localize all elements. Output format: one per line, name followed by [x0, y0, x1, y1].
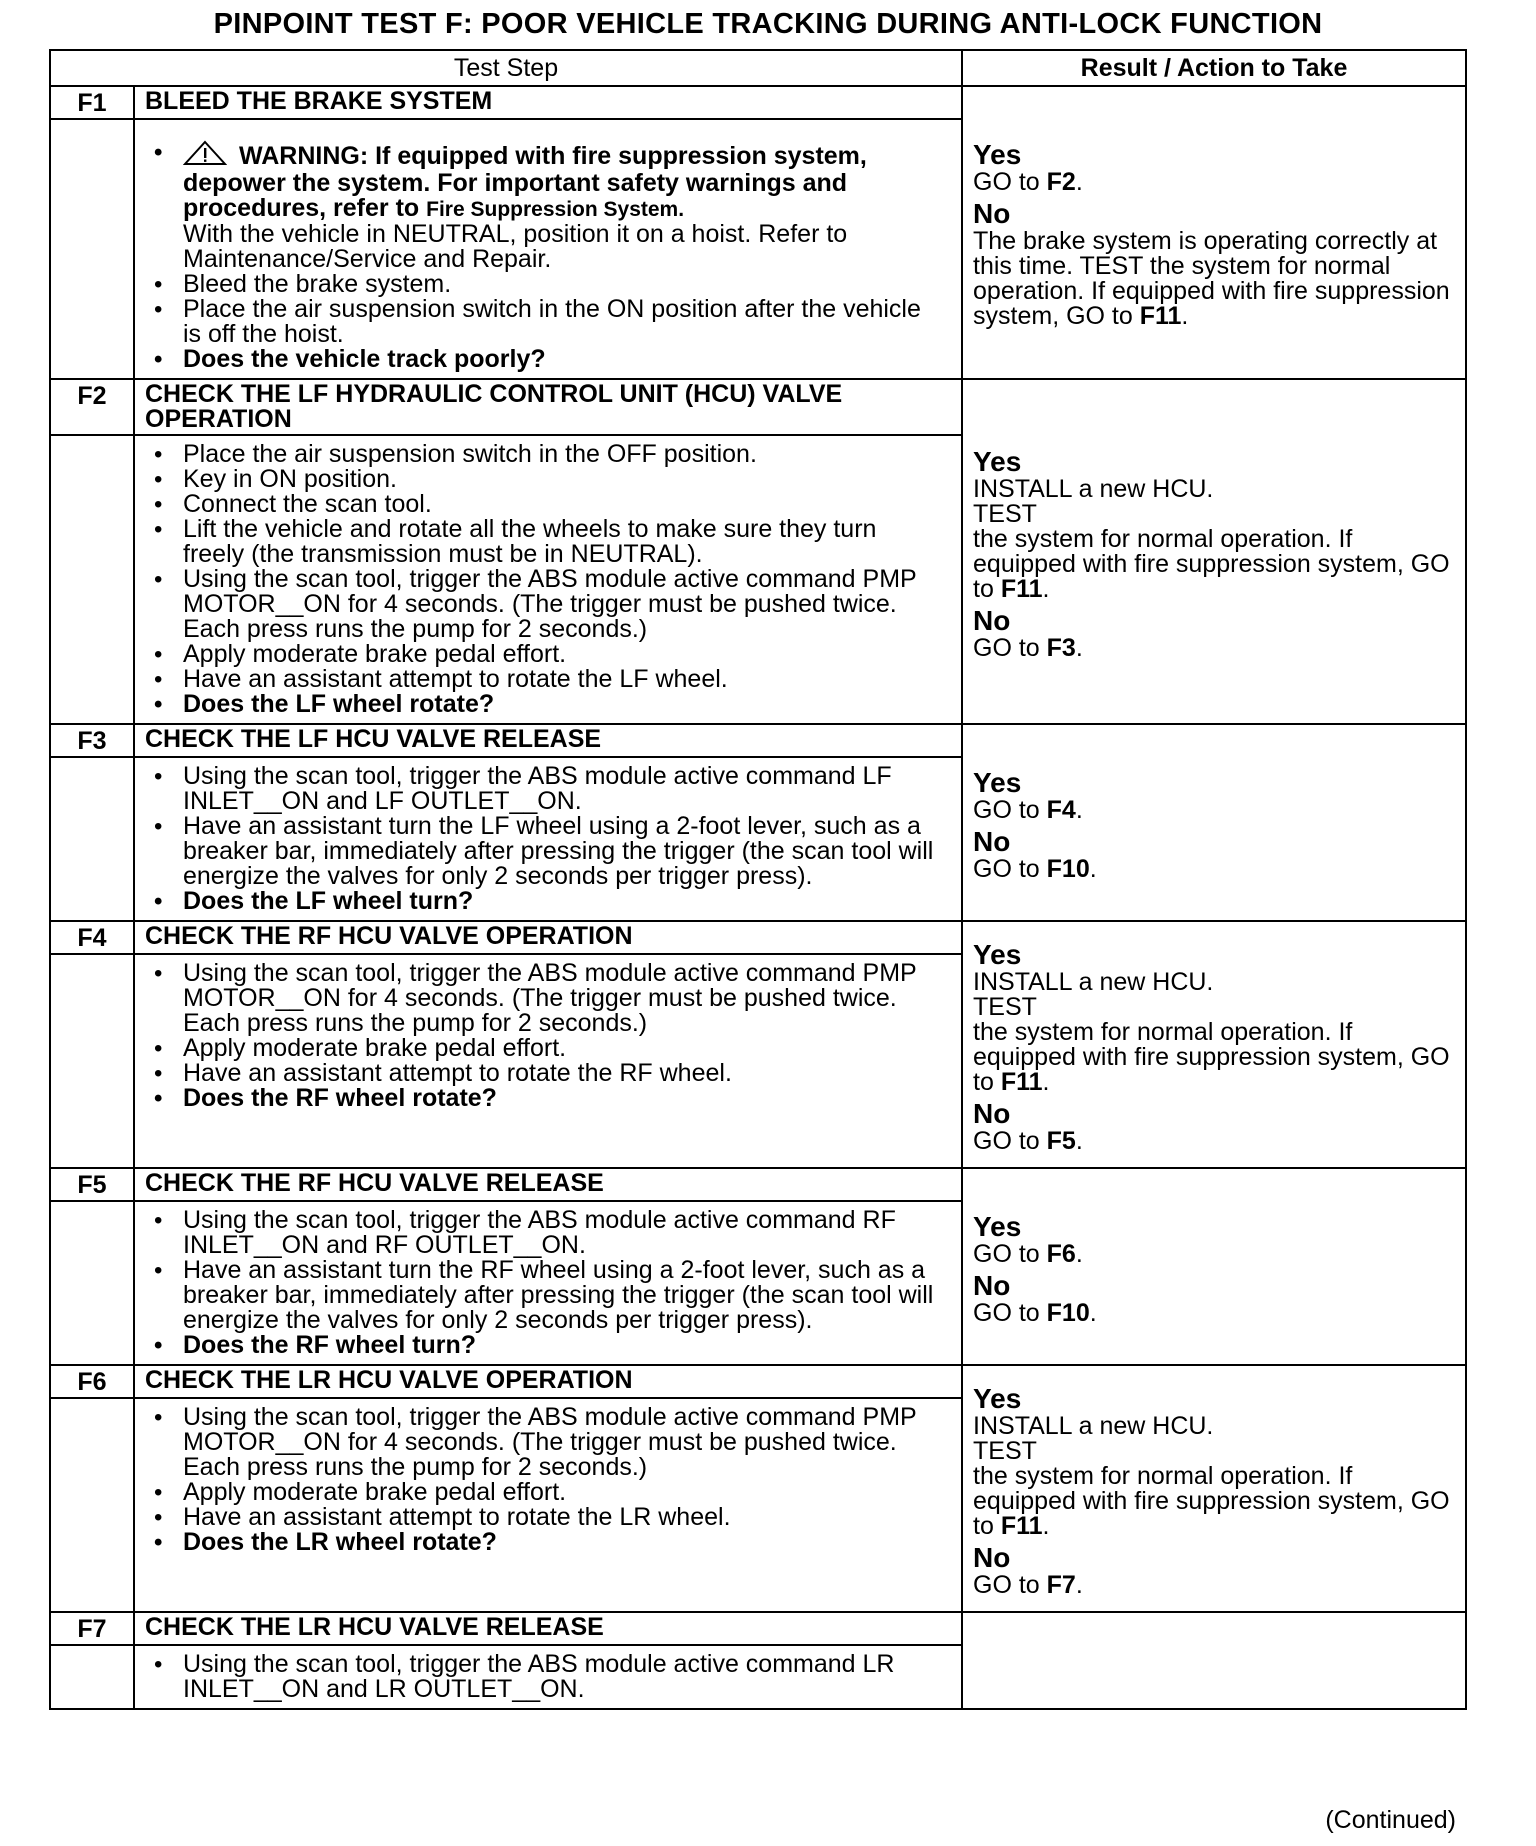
- step-body: [134, 954, 962, 1168]
- step-question: • Does the RF wheel turn?: [145, 1333, 941, 1358]
- step-result: [962, 1612, 1466, 1709]
- no-ref: F10: [1046, 1298, 1090, 1327]
- step-bullet: • Using the scan tool, trigger the ABS module active command PMP MOTOR__ON for 4 seconds. (The trigger must be pushed twice. Each press runs the pump for 2 seconds.): [145, 567, 941, 642]
- step-question: • Does the LF wheel turn?: [145, 889, 941, 914]
- yes-ref: F11: [1000, 1067, 1043, 1096]
- header-test-step: Test Step: [50, 50, 962, 86]
- step-bullet: • Lift the vehicle and rotate all the wheels to make sure they turn freely (the transmission must be in NEUTRAL).: [145, 517, 941, 567]
- step-id-spacer: [50, 1645, 134, 1709]
- yes-line1: INSTALL a new HCU.: [973, 1411, 1214, 1440]
- no-label: No: [973, 1097, 1011, 1129]
- step-id: F1: [50, 86, 134, 119]
- step-body: [134, 435, 962, 724]
- yes-ref: F4: [1046, 795, 1076, 824]
- yes-label: Yes: [973, 1382, 1022, 1414]
- yes-text: GO to: [973, 1239, 1047, 1268]
- yes-line2: TEST: [973, 992, 1037, 1021]
- step-bullet: • Using the scan tool, trigger the ABS module active command LF INLET__ON and LF OUTLET__ON.: [145, 764, 941, 814]
- yes-line2: TEST: [973, 1436, 1037, 1465]
- no-text: GO to: [973, 633, 1047, 662]
- step-bullet: • Using the scan tool, trigger the ABS module active command LR INLET__ON and LR OUTLET__ON.: [145, 1652, 941, 1702]
- no-label: No: [973, 604, 1011, 636]
- yes-text: the system for normal operation. If equipped with fire suppression system, GO to: [973, 1461, 1450, 1540]
- pinpoint-test-table: [49, 49, 1467, 1710]
- step-f7-heading-row: [50, 1612, 1466, 1645]
- step-id: F3: [50, 724, 134, 757]
- page-title: PINPOINT TEST F: POOR VEHICLE TRACKING DURING ANTI-LOCK FUNCTION: [213, 8, 1323, 40]
- step-result: Yes INSTALL a new HCU. TEST the system for normal operation. If equipped with fire suppression system, GO to F11. No GO to F5.: [962, 921, 1466, 1168]
- no-ref: F3: [1046, 633, 1076, 662]
- step-body: [134, 757, 962, 921]
- step-result: Yes INSTALL a new HCU. TEST the system for normal operation. If equipped with fire suppression system, GO to F11. No GO to F3.: [962, 379, 1466, 724]
- yes-line2: TEST: [973, 499, 1037, 528]
- no-text: GO to: [973, 854, 1047, 883]
- step-f2-heading-row: [50, 379, 1466, 435]
- step-result: Yes GO to F4. No GO to F10.: [962, 724, 1466, 921]
- yes-label: Yes: [973, 1210, 1022, 1242]
- step-id: F7: [50, 1612, 134, 1645]
- yes-text: the system for normal operation. If equipped with fire suppression system, GO to: [973, 524, 1450, 603]
- step-bullet: • Using the scan tool, trigger the ABS module active command RF INLET__ON and RF OUTLET__ON.: [145, 1208, 941, 1258]
- step-id-spacer: [50, 435, 134, 724]
- step-bullet: • Have an assistant attempt to rotate the LR wheel.: [145, 1505, 941, 1530]
- step-result: Yes GO to F6. No GO to F10.: [962, 1168, 1466, 1365]
- step-bullet: • Connect the scan tool.: [145, 492, 941, 517]
- warning-text: WARNING: If equipped with fire suppression system, depower the system. For important safety warnings and procedures, refer to: [183, 142, 867, 222]
- no-ref: F5: [1046, 1126, 1076, 1155]
- step-bullet: • Apply moderate brake pedal effort.: [145, 1480, 941, 1505]
- step-f5-heading-row: [50, 1168, 1466, 1201]
- no-ref: F10: [1046, 854, 1090, 883]
- step-question: • Does the LR wheel rotate?: [145, 1530, 941, 1555]
- step-heading: CHECK THE LR HCU VALVE OPERATION: [134, 1365, 962, 1398]
- yes-ref: F2: [1046, 168, 1076, 196]
- step-id-spacer: [50, 757, 134, 921]
- step-body: [134, 1398, 962, 1612]
- header-result: Result / Action to Take: [962, 50, 1466, 86]
- step-body: [134, 119, 962, 379]
- step-bullet: • Have an assistant attempt to rotate the RF wheel.: [145, 1061, 941, 1086]
- continued-label: (Continued): [1325, 1806, 1456, 1834]
- no-text: GO to: [973, 1298, 1047, 1327]
- no-text: GO to: [973, 1570, 1047, 1599]
- warning-ref: Fire Suppression System.: [426, 198, 685, 221]
- no-text: GO to: [973, 1126, 1047, 1155]
- step-f1-heading-row: [50, 86, 1466, 119]
- step-bullet: • Key in ON position.: [145, 467, 941, 492]
- step-bullet: • Using the scan tool, trigger the ABS module active command PMP MOTOR__ON for 4 seconds. (The trigger must be pushed twice. Each press runs the pump for 2 seconds.): [145, 961, 941, 1036]
- no-ref: F7: [1046, 1570, 1076, 1599]
- step-heading: CHECK THE LF HYDRAULIC CONTROL UNIT (HCU) VALVE OPERATION: [134, 379, 962, 435]
- step-heading: CHECK THE RF HCU VALVE OPERATION: [134, 921, 962, 954]
- step-body: [134, 1645, 962, 1709]
- step-note: With the vehicle in NEUTRAL, position it on a hoist. Refer to Maintenance/Service and Repair.: [183, 220, 848, 273]
- step-f3-heading-row: [50, 724, 1466, 757]
- step-bullet: • Have an assistant turn the RF wheel using a 2-foot lever, such as a breaker bar, immediately after pressing the trigger (the scan tool will energize the valves for only 2 seconds per trigger press).: [145, 1258, 941, 1333]
- yes-text: GO to: [973, 168, 1047, 196]
- step-bullet: • Apply moderate brake pedal effort.: [145, 1036, 941, 1061]
- yes-ref: F11: [1000, 1511, 1043, 1540]
- yes-label: Yes: [973, 445, 1022, 477]
- step-id: F2: [50, 379, 134, 435]
- step-id: F5: [50, 1168, 134, 1201]
- warning-bullet: [145, 140, 941, 222]
- yes-label: Yes: [973, 139, 1022, 170]
- no-ref: F11: [1139, 302, 1182, 330]
- step-bullet: • Using the scan tool, trigger the ABS module active command PMP MOTOR__ON for 4 seconds. (The trigger must be pushed twice. Each press runs the pump for 2 seconds.): [145, 1405, 941, 1480]
- step-bullet: • Have an assistant turn the LF wheel using a 2-foot lever, such as a breaker bar, immediately after pressing the trigger (the scan tool will energize the valves for only 2 seconds per trigger press).: [145, 814, 941, 889]
- step-question: • Does the LF wheel rotate?: [145, 692, 941, 717]
- step-heading: CHECK THE RF HCU VALVE RELEASE: [134, 1168, 962, 1201]
- step-result: Yes GO to F2. No The brake system is operating correctly at this time. TEST the system for normal operation. If equipped with fire suppression system, GO to F11.: [962, 86, 1466, 379]
- no-label: No: [973, 198, 1011, 229]
- step-bullet: • Have an assistant attempt to rotate the LF wheel.: [145, 667, 941, 692]
- yes-text: the system for normal operation. If equipped with fire suppression system, GO to: [973, 1017, 1450, 1096]
- step-id-spacer: [50, 119, 134, 379]
- step-heading: CHECK THE LR HCU VALVE RELEASE: [134, 1612, 962, 1645]
- yes-line1: INSTALL a new HCU.: [973, 967, 1214, 996]
- step-id-spacer: [50, 1398, 134, 1612]
- step-id-spacer: [50, 954, 134, 1168]
- no-label: No: [973, 825, 1011, 857]
- step-f6-heading-row: [50, 1365, 1466, 1398]
- no-text: The brake system is operating correctly at this time. TEST the system for normal operation. If equipped with fire suppression system, GO to: [973, 227, 1450, 330]
- step-bullet: • Apply moderate brake pedal effort.: [145, 642, 941, 667]
- step-heading: CHECK THE LF HCU VALVE RELEASE: [134, 724, 962, 757]
- step-question: • Does the vehicle track poorly?: [145, 347, 941, 372]
- step-result: Yes INSTALL a new HCU. TEST the system for normal operation. If equipped with fire suppression system, GO to F11. No GO to F7.: [962, 1365, 1466, 1612]
- yes-text: GO to: [973, 795, 1047, 824]
- yes-line1: INSTALL a new HCU.: [973, 474, 1214, 503]
- yes-ref: F11: [1000, 574, 1043, 603]
- step-bullet: • Place the air suspension switch in the ON position after the vehicle is off the hoist.: [145, 297, 941, 347]
- step-f4-heading-row: [50, 921, 1466, 954]
- step-question: • Does the RF wheel rotate?: [145, 1086, 941, 1111]
- table-header-row: [50, 50, 1466, 86]
- step-id: F4: [50, 921, 134, 954]
- step-id-spacer: [50, 1201, 134, 1365]
- step-id: F6: [50, 1365, 134, 1398]
- step-body: [134, 1201, 962, 1365]
- step-bullet: • Place the air suspension switch in the OFF position.: [145, 442, 941, 467]
- no-label: No: [973, 1541, 1011, 1573]
- step-heading: BLEED THE BRAKE SYSTEM: [134, 86, 962, 119]
- step-bullet: • Bleed the brake system.: [145, 272, 941, 297]
- yes-label: Yes: [973, 766, 1022, 798]
- no-label: No: [973, 1269, 1011, 1301]
- yes-ref: F6: [1046, 1239, 1076, 1268]
- warning-triangle-icon: [183, 140, 227, 171]
- yes-label: Yes: [973, 938, 1022, 970]
